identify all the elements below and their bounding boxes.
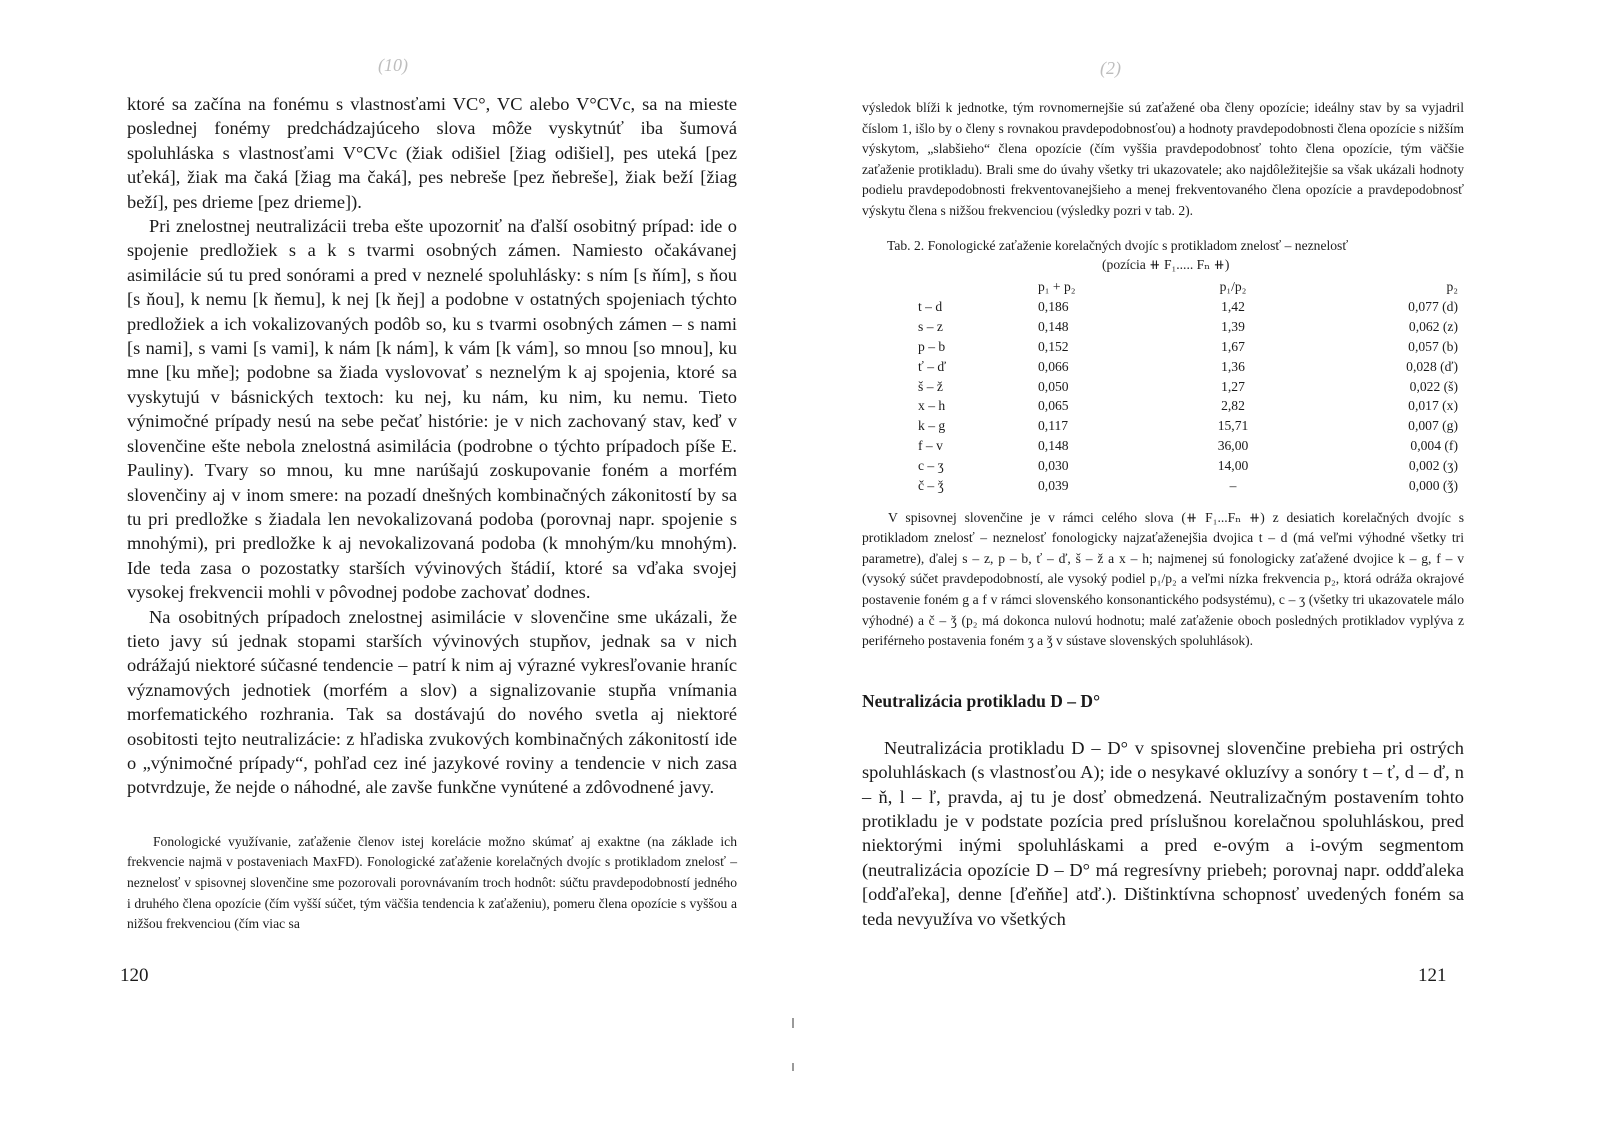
table-cell: 0,000 (ǯ) xyxy=(1408,477,1458,493)
table-cell: ť – ď xyxy=(918,358,947,374)
gutter-mark xyxy=(792,1063,794,1071)
table-grid xyxy=(912,276,1458,496)
table-cell: š – ž xyxy=(918,378,943,394)
left-body xyxy=(127,92,737,800)
table-cell: 0,057 (b) xyxy=(1408,339,1458,355)
table-cell: 0,004 (f) xyxy=(1410,438,1458,454)
page-number-right: 121 xyxy=(1418,965,1447,986)
table-cell: 0,152 xyxy=(1038,339,1069,355)
section-heading: Neutralizácia protikladu D – D° xyxy=(862,690,1101,711)
table-row xyxy=(912,337,1458,357)
section-paragraph: Neutralizácia protikladu D – D° v spisovnej slovenčine prebieha pri ostrých spoluhláskach (s vlastnosťou A); ide o nesykavé okluzívy a sonóry t – ť, d – ď, n – ň, l – ľ, pravda, aj tu je dosť obmedzená. Neutralizačným postavením tohto protikladu je v podstate pozícia pred príslušnou korelačnou spoluhláskou, pred niektorými inými spoluhláskami a pred e-ovým a i-ovým segmentom (neutralizácia opozície D – D° má regresívny priebeh; porovnaj napr. oddďaleka [odďaľeka], denne [ďeňňe] atď.). Dištinktívna schopnosť uvedených foném sa teda nevyužíva vo všetkých xyxy=(862,737,1464,929)
intro-paragraph: výsledok blíži k jednotke, tým rovnomernejšie sú zaťažené oba členy opozície; ideálny stav by sa vyjadril číslom 1, išlo by o členy s rovnakou pravdepodobnosťou) a hodnoty pravdepodobnosti člena opozície s nižším výskytom, „slabšieho“ člena opozície (čím vyššia pravdepodobnosť tohto člena opozície, tým väčšie zaťaženie protikladu). Brali sme do úvahy všetky tri ukazovatele; ako najdôležitejšie sa však ukázali hodnoty podielu pravdepodobnosti frekventovanejšieho a menej frekventovaného člena opozície a pravdepodobnosť výskytu člena s nižšou frekvenciou (výsledky pozri v tab. 2). xyxy=(862,100,1464,218)
footnote-paragraph: Fonologické využívanie, zaťaženie členov istej korelácie možno skúmať aj exaktne (na základe ich frekvencie najmä v postaveniach MaxFD). Fonologické zaťaženie korelačných dvojíc s protikladom znelosť – neznelosť v spisovnej slovenčine sme pozorovali porovnávaním troch hodnôt: súčtu pravdepodobností jedného i druhého člena opozície (čím vyšší súčet, tým väčšia tendencia k zaťaženiu), pomeru člena opozície s vyššou a nižšou frekvenciou (čím viac sa xyxy=(127,833,737,932)
table-cell: č – ǯ xyxy=(918,477,944,493)
table-cell: k – g xyxy=(918,418,946,434)
left-page xyxy=(0,0,790,1133)
table-header xyxy=(912,276,1038,298)
table-cell: 0,050 xyxy=(1038,378,1069,394)
table-cell: f – v xyxy=(918,438,943,454)
table-cell: 0,117 xyxy=(1038,418,1069,434)
top-mark-right: (2) xyxy=(1100,58,1121,78)
table-2 xyxy=(862,236,1464,496)
table-cell: – xyxy=(1229,477,1237,493)
table-cell: 15,71 xyxy=(1217,418,1249,434)
table-cell: 0,186 xyxy=(1038,299,1069,315)
left-text-column xyxy=(127,92,737,935)
table-cell: 0,066 xyxy=(1038,358,1069,374)
table-cell: 0,077 (d) xyxy=(1408,299,1458,315)
table-cell: t – d xyxy=(918,299,943,315)
table-cell: 0,148 xyxy=(1038,319,1069,335)
paragraph-3: Na osobitných prípadoch znelostnej asimilácie v slovenčine sme ukázali, že tieto javy sú jednak stopami starších vývinových stupňov, jednak sa v nich odrážajú niektoré súčasné tendencie – patrí k nim aj výrazné vykresľovanie hraníc významových jednotiek (morfém a slov) a signalizovanie stupňa vnímania morfematického rozhrania. Tak sa dostávajú do nového svetla aj niektoré osobitosti tejto neutralizácie: z hľadiska zvukových kombinačných zákonitostí ide o „výnimočné prípady“, pohľad cez iné jazykové roviny a tendencie v nich zasa potvrdzuje, že nejde o náhodné, ale zavše funkčne vynútené a zdôvodnené javy. xyxy=(127,606,737,798)
table-cell: 0,002 (ʒ) xyxy=(1408,457,1458,473)
right-page xyxy=(800,0,1600,1133)
table-row xyxy=(912,416,1458,436)
table-cell: 0,022 (š) xyxy=(1409,378,1458,394)
table-row xyxy=(912,317,1458,337)
table-cell: c – ʒ xyxy=(918,457,944,473)
top-mark-left: (10) xyxy=(378,55,408,75)
table-row xyxy=(912,456,1458,476)
table-cell: 14,00 xyxy=(1217,457,1249,473)
table-cell: 36,00 xyxy=(1217,438,1249,454)
table-row xyxy=(912,436,1458,456)
table-row xyxy=(912,397,1458,417)
table-cell: 1,67 xyxy=(1221,339,1245,355)
table-cell: 0,007 (g) xyxy=(1408,418,1458,434)
right-text-column xyxy=(862,98,1464,931)
table-cell: 0,062 (z) xyxy=(1408,319,1458,335)
table-row xyxy=(912,357,1458,377)
paragraph-1: ktoré sa začína na fonému s vlastnosťami VC°, VC alebo V°CVc, sa na mieste poslednej fonémy predchádzajúceho slova môže vyskytnúť iba šumová spoluhláska s vlastnosťami V°CVc (žiak odišiel [žiag odišiel], pes uteká [pez uťeká], žiak ma čaká [žiag ma čaká], pes nebreše [pez ňebreše], žiak beží [žiag beží], pes drieme [pez drieme]). xyxy=(127,94,737,212)
table-header: p₁/p₂ xyxy=(1219,278,1247,294)
table-cell: 1,42 xyxy=(1221,299,1245,315)
table-cell: 0,017 (x) xyxy=(1408,398,1458,414)
table-cell: 1,27 xyxy=(1221,378,1245,394)
table-cell: 0,030 xyxy=(1038,457,1069,473)
table-cell: 0,039 xyxy=(1038,477,1069,493)
table-subtitle: (pozícia ⧺ F₁..... Fₙ ⧺) xyxy=(1102,256,1230,272)
table-cell: 1,36 xyxy=(1221,358,1245,374)
table-cell: 2,82 xyxy=(1221,398,1245,414)
after-table-paragraph: V spisovnej slovenčine je v rámci celého slova (⧺ F₁...Fₙ ⧺) z desiatich korelačných dvojíc s protikladom znelosť – neznelosť fonologicky najzaťaženejšia dvojica t – d (má veľmi výhodné všetky tri parametre), ďalej s – z, p – b, ť – ď, š – ž a x – h; najmenej sú fonologicky zaťažené dvojice k – g, f – v (vysoký súčet pravdepodobností, ale vysoký podiel p₁/p₂ a veľmi nízka frekvencia p₂, ktorá odráža okrajové postavenie foném g a f v rámci slovenského konsonantického podsystému), c – ʒ (všetky tri ukazovatele málo výhodné) a č – ǯ (p₂ má dokonca nulovú hodnotu; malé zaťaženie oboch posledných protikladov vyplýva z periférneho postavenia foném ʒ a ǯ v sústave slovenských spoluhlások). xyxy=(862,509,1464,649)
table-cell: p – b xyxy=(918,339,946,355)
table-cell: 0,028 (ď) xyxy=(1406,358,1458,374)
table-title: Tab. 2. Fonologické zaťaženie korelačných dvojíc s protikladom znelosť – neznelosť xyxy=(887,237,1349,253)
gutter-mark xyxy=(792,1018,794,1028)
table-caption xyxy=(862,236,1464,274)
table-cell: x – h xyxy=(918,398,946,414)
table-cell: 1,39 xyxy=(1221,319,1245,335)
table-cell: 0,148 xyxy=(1038,438,1069,454)
table-cell: s – z xyxy=(918,319,943,335)
table-cell: 0,065 xyxy=(1038,398,1069,414)
table-row xyxy=(912,476,1458,496)
table-header-row xyxy=(912,276,1458,298)
table-row xyxy=(912,377,1458,397)
table-header: p₂ xyxy=(1446,278,1458,294)
table-header: p₁ + p₂ xyxy=(1038,278,1076,294)
table-row xyxy=(912,298,1458,318)
page-number-left: 120 xyxy=(120,965,149,986)
paragraph-2: Pri znelostnej neutralizácii treba ešte upozorniť na ďalší osobitný prípad: ide o spojenie predložiek s a k s tvarmi osobných zámen. Namiesto očakávanej asimilácie sú tu pred sonórami a pred v neznelé spoluhlásky: s ním [s ňím], s ňou [s ňou], k nemu [k ňemu], k nej [k ňej] a podobne v ostatných spojeniach týchto predložiek a ich vokalizovaných podôb so, ku s tvarmi osobných zámen – s nami [s nami], s vami [s vami], k nám [k nám], k vám [k vám], so mnou [so mnou], ku mne [ku mňe]; podobne sa žiada vyslovovať s neznelým k aj spojenia, ktoré sa vyskytujú v básnických textoch: ku nej, ku nám, ku nim, ku nemu. Tieto výnimočné prípady nesú na sebe pečať histórie: je v nich zachovaný stav, keď v slovenčine ešte nebola znelostná asimilácia (podrobne o týchto prípadoch píše E. Pauliny). Tvary so mnou, ku mne narúšajú zoskupovanie foném a morfém slovenčiny aj v inom smere: na pozadí dnešných kombinačných zákonitostí by sa tu pri predložke s žiadala len nevokalizovaná podoba (porovnaj napr. spojenie s mnohými), pri predložke k aj nevokalizovaná podoba (k mnohým/ku mnohým). Ide teda zasa o pozostatky starších vývinových štádií, ktoré sa vďaka svojej vysokej frekvencii mohli v pôvodnej podobe zachovať dodnes. xyxy=(127,216,737,603)
